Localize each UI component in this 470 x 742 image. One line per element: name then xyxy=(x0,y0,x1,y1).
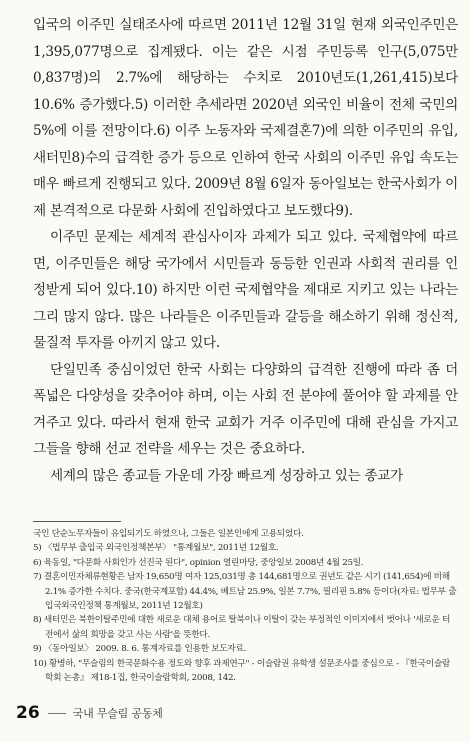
footnotes xyxy=(33,527,458,685)
footer-dash xyxy=(48,713,66,714)
footnote-7: 7) 결혼이민자체류현황은 남자 19,650명 여자 125,031명 총 144,681명으로 권년도 같은 시기 (141,654)에 비해 2.1% 증가한 수치다. 중국(한국계포함) 44.4%, 베트남 25.9%, 일본 7.7%, 필리핀 5.8% 등이다(자료: 법무부 출입국외국인정책 통계월보, 2011년 12월호) xyxy=(33,572,457,612)
footnote-6: 6) 육동일, "다문화 사회인가 선진국 된다", opinion 열린마당, 중앙일보 2008년 4월 25일. xyxy=(33,557,364,568)
footnote-10: 10) 황병하, "무슬림의 한국문화수용 정도와 향후 과제연구" - 이슬람권 유학생 설문조사를 중심으로 - 『한국이슬람학회 논총』 제18-1집, 한국이슬람학회, 2008, 142. xyxy=(33,658,451,684)
footnote-divider xyxy=(33,521,121,522)
footnote-continuation: 국인 단순노무자들이 유입되기도 하였으나, 그들은 일본인에게 고용되었다. xyxy=(33,529,304,539)
body-paragraph: 단일민족 중심이었던 한국 사회는 다양화의 급격한 진행에 따라 좀 더 폭넓은 다양성을 갖추어야 하며, 이는 사회 전 분야에 풀어야 할 과제를 안겨주고 있다. 따라서 현재 한국 교회가 거주 이주민에 대해 관심을 가지고 그들을 향해 선교 전략을 세우는 것은 중요하다. xyxy=(33,361,458,457)
page-number: 26 xyxy=(16,703,40,723)
footnote-5: 5) 〈법무부 출입국 외국인정책본부〉 "통계월보", 2011년 12월호. xyxy=(33,543,279,554)
page-footer xyxy=(16,703,163,723)
footnote-9: 9) 〈동아일보〉 2009. 8. 6. 통계자료를 인용한 보도자료. xyxy=(33,644,247,655)
running-title: 국내 무슬림 공동체 xyxy=(72,707,163,720)
body-text xyxy=(33,12,458,489)
body-paragraph: 입국의 이주민 실태조사에 따르면 2011년 12월 31일 현재 외국인주민은 1,395,077명으로 집계됐다. 이는 같은 시점 주민등록 인구(5,075만0,837명)의 2.7%에 해당하는 수치로 2010년도(1,261,415)보다 10.6% 증가했다.5) 이러한 추세라면 2020년 외국인 비율이 전체 국민의 5%에 이를 전망이다.6) 이주 노동자와 국제결혼7)에 의한 이주민의 유입, 새터민8)수의 급격한 증가 등으로 인하여 한국 사회의 이주민 유입 속도는 매우 빠르게 진행되고 있다. 2009년 8월 6일자 동아일보는 한국사회가 이제 본격적으로 다문화 사회에 진입하였다고 보도했다9). xyxy=(33,17,458,219)
footnote-8: 8) 새터민은 북한이탈주민에 대한 새로운 대체 용어로 탈북이나 이탈이 갖는 부정적인 이미지에서 벗어나 '새로운 터전에서 삶의 희망을 갖고 사는 사람'을 뜻한다. xyxy=(33,615,451,640)
body-paragraph: 이주민 문제는 세계적 관심사이자 과제가 되고 있다. 국제협약에 따르면, 이주민들은 해당 국가에서 시민들과 동등한 인권과 사회적 권리를 인정받게 되어 있다.10) 하지만 이런 국제협약을 제대로 지키고 있는 나라는 그리 많지 않다. 많은 나라들은 이주민들과 갈등을 해소하기 위해 정신적, 물질적 투자를 아끼지 않고 있다. xyxy=(33,229,458,351)
body-paragraph: 세계의 많은 종교들 가운데 가장 빠르게 성장하고 있는 종교가 xyxy=(50,467,403,484)
